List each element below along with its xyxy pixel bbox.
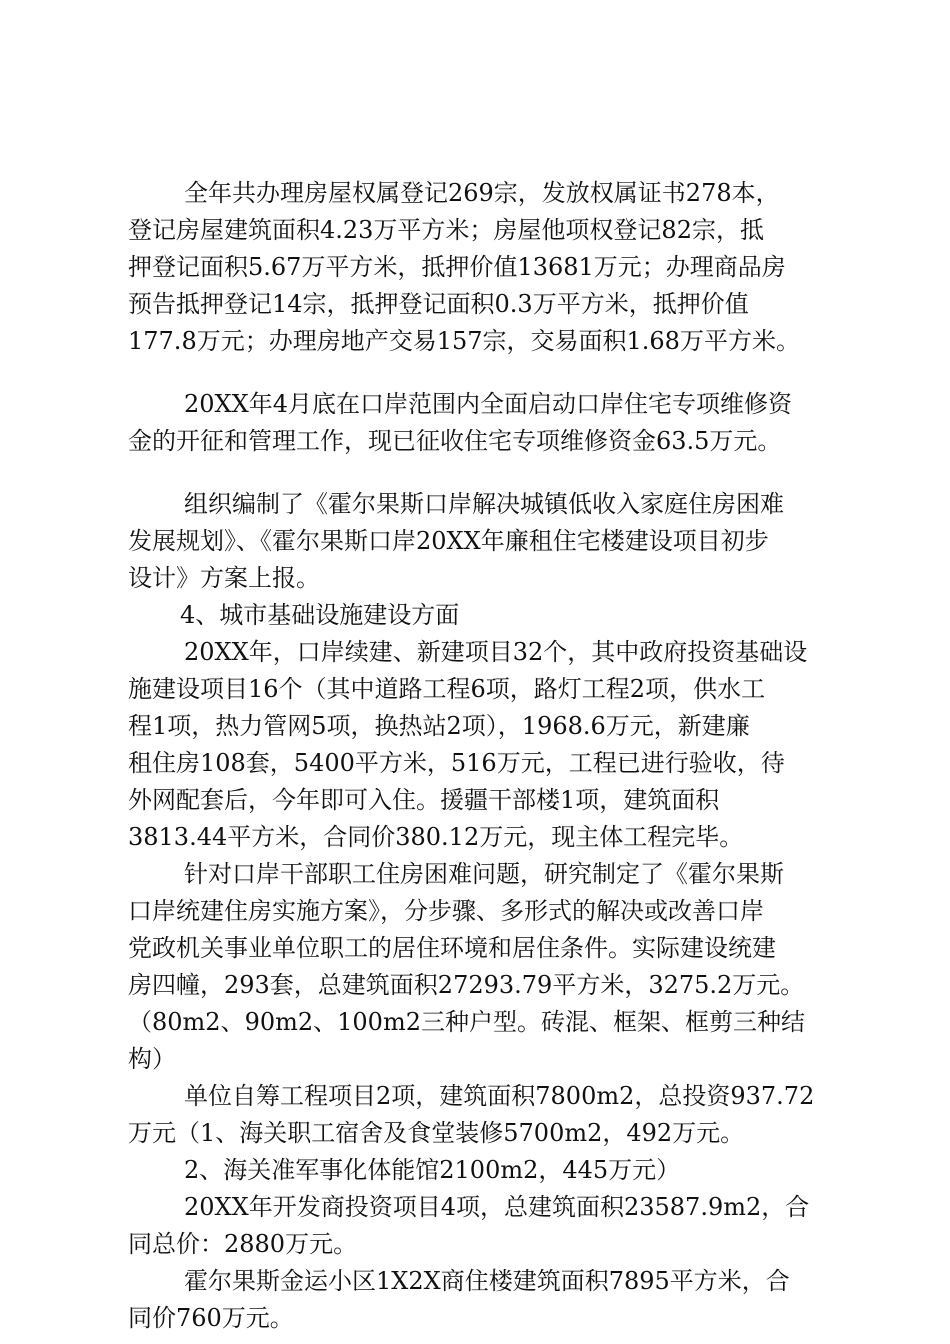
text-line: 房四幢，293套，总建筑面积27293.79平方米，3275.2万元。 xyxy=(128,971,805,999)
text-line: 组织编制了《霍尔果斯口岸解决城镇低收入家庭住房困难 xyxy=(184,490,784,518)
text-line: 177.8万元；办理房地产交易157宗，交易面积1.68万平方米。 xyxy=(128,327,800,355)
text-line: 20XX年开发商投资项目4项，总建筑面积23587.9m2，合 xyxy=(184,1193,810,1221)
text-line: 2、海关准军事化体能馆2100m2，445万元） xyxy=(184,1156,681,1184)
text-line: 构） xyxy=(128,1045,176,1073)
text-line: 发展规划》、《霍尔果斯口岸20XX年廉租住宅楼建设项目初步 xyxy=(128,527,769,555)
section-heading: 4、城市基础设施建设方面 xyxy=(180,601,460,629)
text-line: 设计》方案上报。 xyxy=(128,564,320,592)
text-line: 20XX年4月底在口岸范围内全面启动口岸住宅专项维修资 xyxy=(184,390,792,418)
text-line: 施建设项目16个（其中道路工程6项，路灯工程2项，供水工 xyxy=(128,675,766,703)
text-line: 单位自筹工程项目2项，建筑面积7800m2，总投资937.72 xyxy=(184,1082,815,1110)
text-line: 党政机关事业单位职工的居住环境和居住条件。实际建设统建 xyxy=(128,934,776,962)
text-line: 登记房屋建筑面积4.23万平方米；房屋他项权登记82宗，抵 xyxy=(128,216,764,244)
text-line: 万元（1、海关职工宿舍及食堂装修5700m2，492万元。 xyxy=(128,1119,745,1147)
text-line: 3813.44平方米，合同价380.12万元，现主体工程完毕。 xyxy=(128,823,744,851)
text-line: 预告抵押登记14宗，抵押登记面积0.3万平方米，抵押价值 xyxy=(128,290,749,318)
text-line: 程1项，热力管网5项，换热站2项），1968.6万元，新建廉 xyxy=(128,712,750,740)
text-line: 租住房108套，5400平方米，516万元，工程已进行验收，待 xyxy=(128,749,785,777)
text-line: 20XX年，口岸续建、新建项目32个，其中政府投资基础设 xyxy=(184,638,808,666)
text-line: 霍尔果斯金运小区1X2X商住楼建筑面积7895平方米，合 xyxy=(184,1267,790,1295)
text-line: 同价760万元。 xyxy=(128,1304,294,1332)
text-line: 外网配套后，今年即可入住。援疆干部楼1项，建筑面积 xyxy=(128,786,720,814)
text-line: 口岸统建住房实施方案》，分步骤、多形式的解决或改善口岸 xyxy=(128,897,764,925)
text-line: 针对口岸干部职工住房困难问题，研究制定了《霍尔果斯 xyxy=(184,860,784,888)
text-line: 同总价：2880万元。 xyxy=(128,1230,358,1258)
text-line: 金的开征和管理工作，现已征收住宅专项维修资金63.5万元。 xyxy=(128,427,782,455)
text-line: 押登记面积5.67万平方米，抵押价值13681万元；办理商品房 xyxy=(128,253,786,281)
text-line: （80m2、90m2、100m2三种户型。砖混、框架、框剪三种结 xyxy=(128,1008,805,1036)
text-line: 全年共办理房屋权属登记269宗，发放权属证书278本， xyxy=(184,179,780,207)
